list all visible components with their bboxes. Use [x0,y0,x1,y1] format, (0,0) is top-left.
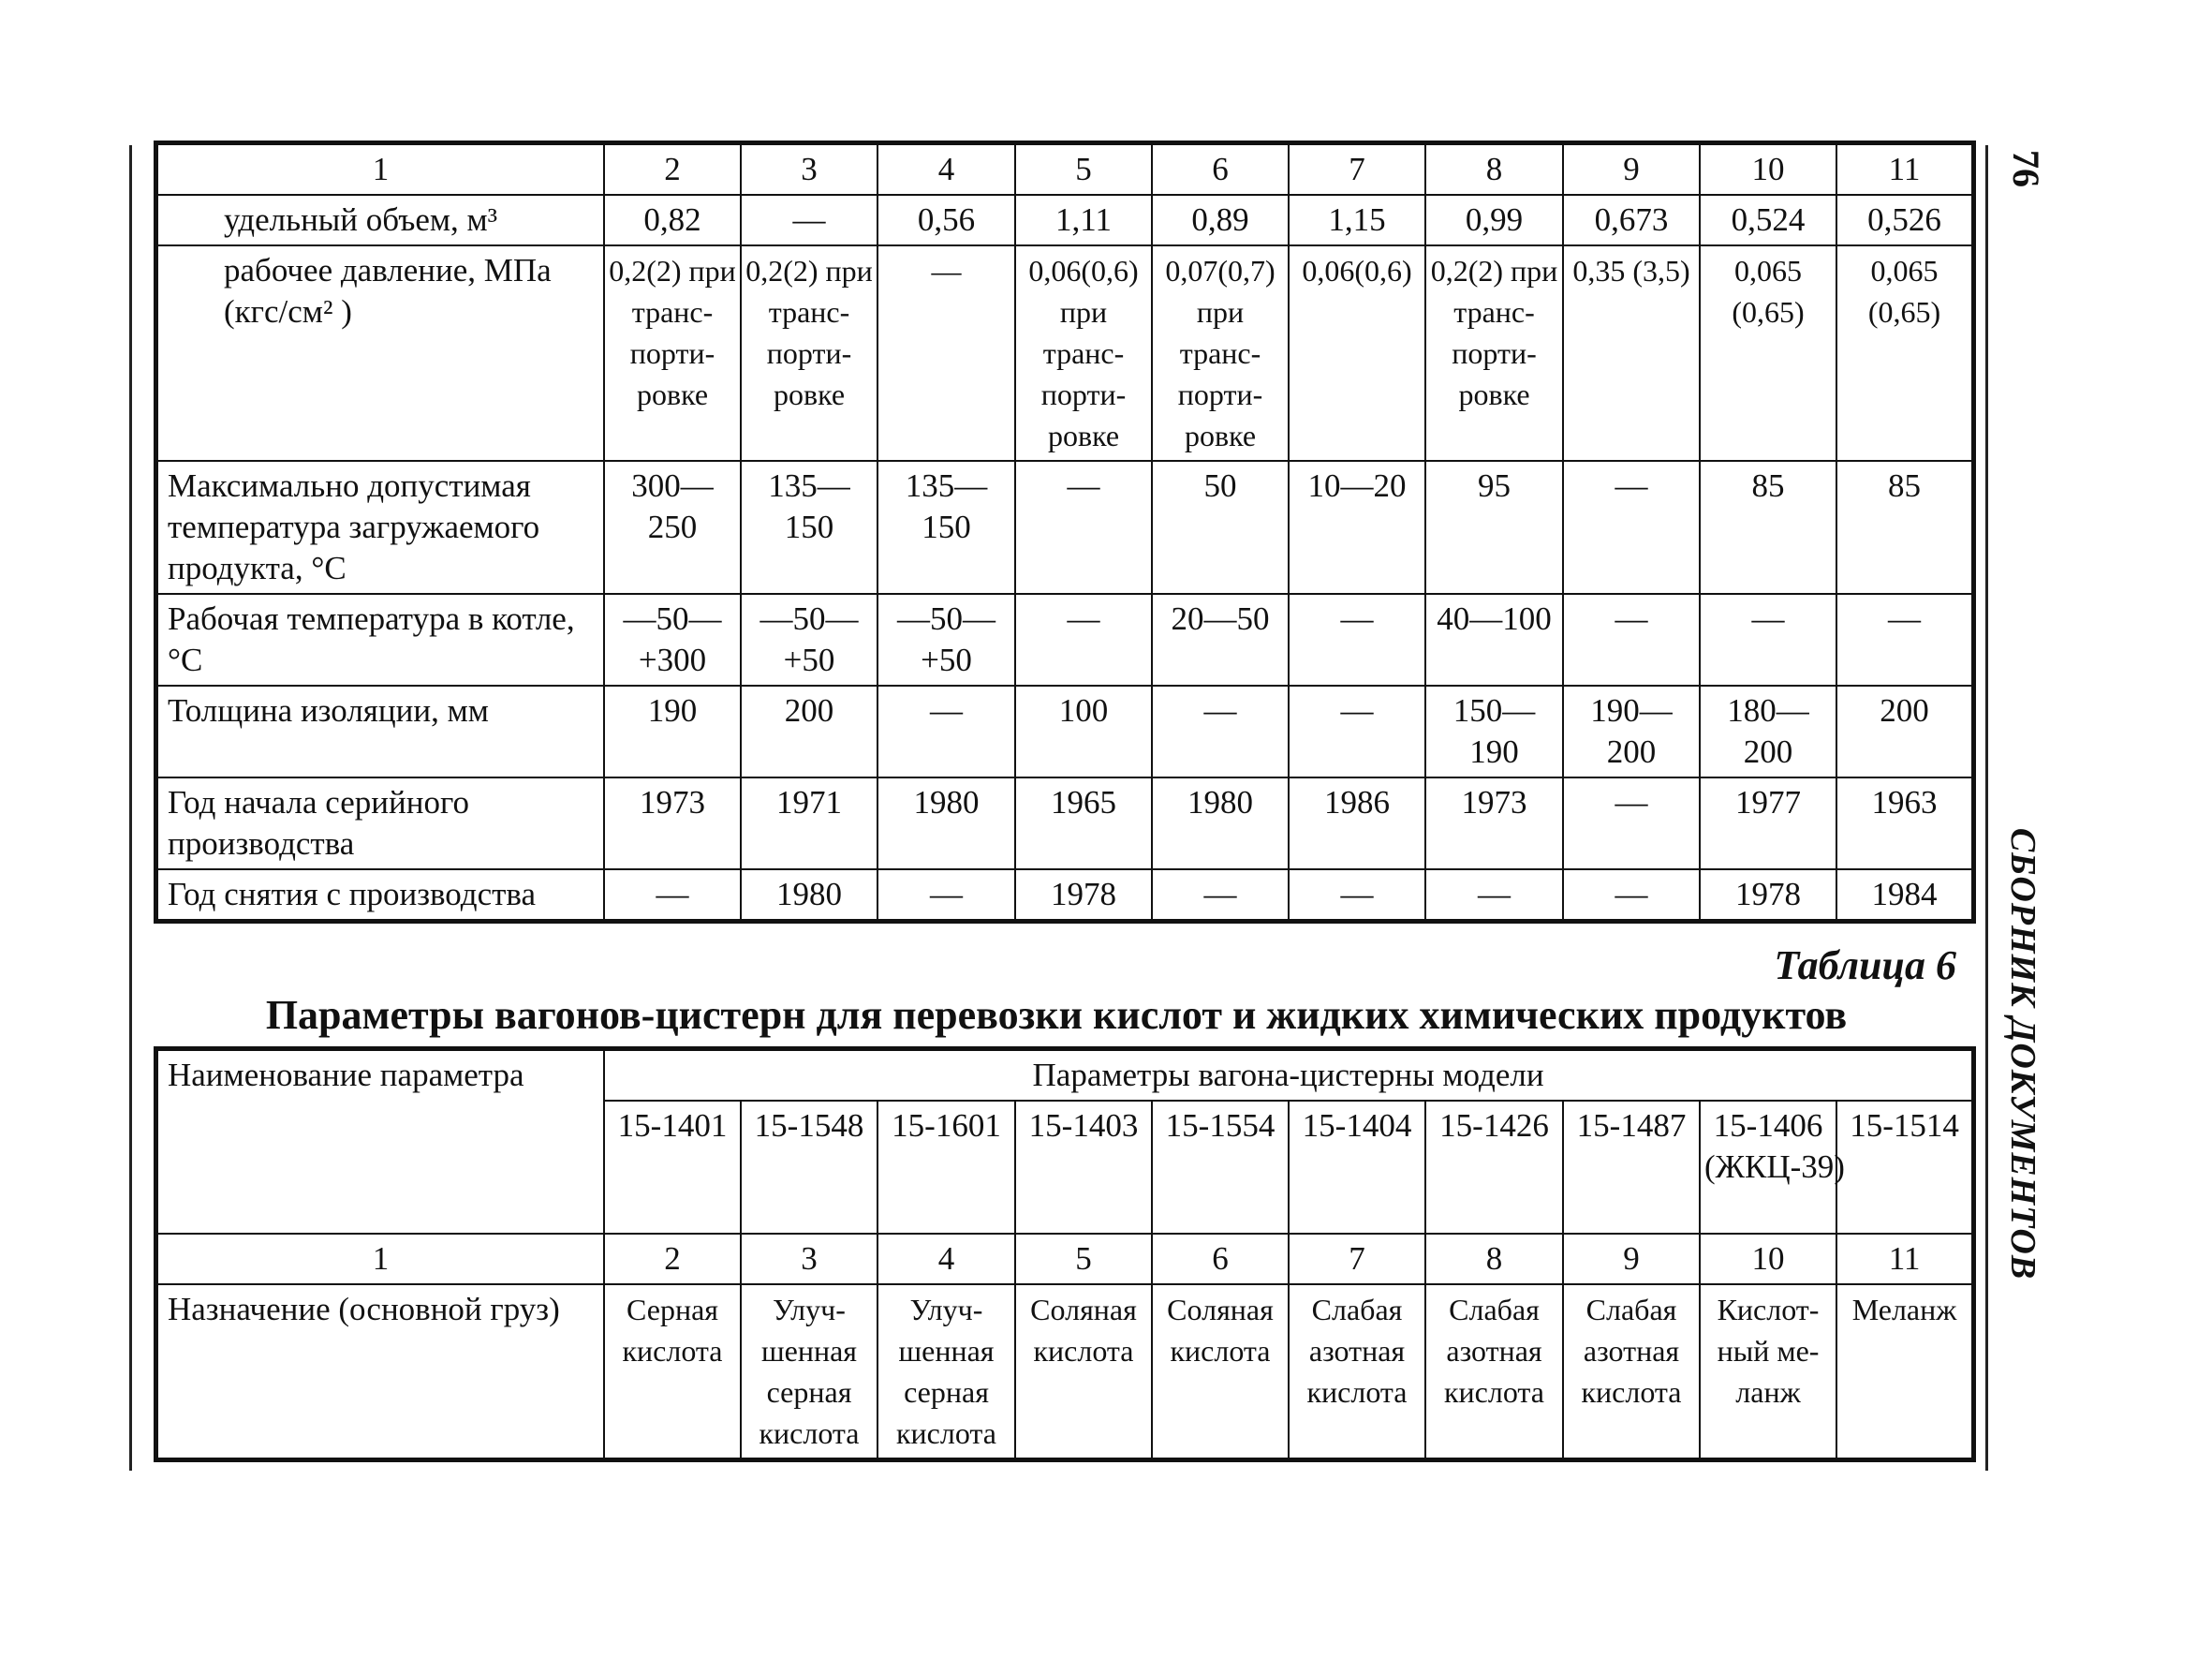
column-number-cell: 6 [1152,1234,1289,1284]
table-cell: — [1015,461,1152,594]
table-cell: 1984 [1836,869,1972,920]
model-header-cell: 15-1403 [1015,1101,1152,1234]
table-cell: Слабая азотная кислота [1289,1284,1425,1458]
journal-title: СБОРНИК ДОКУМЕНТОВ [2003,827,2042,1281]
table-cell: 1980 [877,777,1015,869]
table-cell: 0,065 (0,65) [1700,245,1836,461]
table-cell: — [1836,594,1972,686]
table-cell: —50—+50 [741,594,877,686]
table-cell: Соляная кислота [1015,1284,1152,1458]
table-cell: 0,35 (3,5) [1563,245,1700,461]
column-number-cell: 8 [1425,1234,1563,1284]
table-cell: — [1015,594,1152,686]
table-cell: — [1700,594,1836,686]
table-cell: 190—200 [1563,686,1700,777]
column-number-cell: 2 [604,1234,741,1284]
column-number-cell: 10 [1700,1234,1836,1284]
table-row [157,245,1972,461]
column-number-cell: 1 [157,144,604,195]
column-number-cell: 7 [1289,144,1425,195]
table-caption: Таблица 6 [1774,942,1956,988]
table-cell: Слабая азотная кислота [1563,1284,1700,1458]
column-number-cell: 3 [741,144,877,195]
table-cell: 1973 [1425,777,1563,869]
model-header-cell: 15-1514 [1836,1101,1972,1234]
table-cell: —50—+50 [877,594,1015,686]
table-cell: — [1563,777,1700,869]
table-cell: 0,07(0,7) при транс-порти-ровке [1152,245,1289,461]
table-cell: 100 [1015,686,1152,777]
column-number-cell: 6 [1152,144,1289,195]
table-cell: 1977 [1700,777,1836,869]
table-cell: 135—150 [741,461,877,594]
table-cell: 200 [1836,686,1972,777]
table-row [157,777,1972,869]
column-number-cell: 10 [1700,144,1836,195]
table-cell: 0,526 [1836,195,1972,245]
table-cell: —50—+300 [604,594,741,686]
table-cell: 1980 [741,869,877,920]
table-cell: — [1425,869,1563,920]
table-cell: 1,11 [1015,195,1152,245]
table-cell: 0,673 [1563,195,1700,245]
table-row [157,195,1972,245]
table-row [157,594,1972,686]
table-cell: Слабая азотная кислота [1425,1284,1563,1458]
column-number-cell: 9 [1563,144,1700,195]
table-cell: Улуч-шенная серная кислота [741,1284,877,1458]
table-cell: 1978 [1015,869,1152,920]
table6-header-row-1 [157,1050,1972,1101]
table-cell: 20—50 [1152,594,1289,686]
row-label: Назначение (основной груз) [157,1284,604,1458]
table-cell: 200 [741,686,877,777]
table-cell: Улуч-шенная серная кислота [877,1284,1015,1458]
param-name-header: Наименование параметра [157,1050,604,1234]
column-number-cell: 4 [877,144,1015,195]
table-cell: 1965 [1015,777,1152,869]
row-label: рабочее давление, МПа (кгс/см² ) [157,245,604,461]
right-margin-rule [1985,145,1988,1471]
table-cell: Серная кислота [604,1284,741,1458]
column-number-cell: 5 [1015,1234,1152,1284]
row-label: Год снятия с производства [157,869,604,920]
table-cell: 1980 [1152,777,1289,869]
model-header-cell: 15-1426 [1425,1101,1563,1234]
table-cell: 1971 [741,777,877,869]
row-label: Максимально допустимая температура загружаемого продукта, °С [157,461,604,594]
table-title: Параметры вагонов-цистерн для перевозки кислот и жидких химических продуктов [265,992,1848,1038]
table-cell: — [604,869,741,920]
table-cell: — [1289,686,1425,777]
table-cell: 0,06(0,6) при транс-порти-ровке [1015,245,1152,461]
model-header-cell: 15-1548 [741,1101,877,1234]
model-header-cell: 15-1401 [604,1101,741,1234]
table-cell: 50 [1152,461,1289,594]
table-cell: — [1289,869,1425,920]
row-label: Год начала серийного производства [157,777,604,869]
table-cell: 0,82 [604,195,741,245]
table-cell: Соляная кислота [1152,1284,1289,1458]
column-number-cell: 7 [1289,1234,1425,1284]
column-number-cell: 4 [877,1234,1015,1284]
table-cell: 1,15 [1289,195,1425,245]
table-cell: 0,06(0,6) [1289,245,1425,461]
table-cell: 10—20 [1289,461,1425,594]
row-label: Рабочая температура в котле, °С [157,594,604,686]
table-cell: 40—100 [1425,594,1563,686]
left-margin-rule [129,145,132,1471]
model-header-cell: 15-1601 [877,1101,1015,1234]
column-number-cell: 3 [741,1234,877,1284]
table-cell: 1986 [1289,777,1425,869]
model-header-cell: 15-1406 (ЖКЦ-39) [1700,1101,1836,1234]
table-cell: 95 [1425,461,1563,594]
table-cell: — [1152,686,1289,777]
column-number-cell: 1 [157,1234,604,1284]
table-cell: 190 [604,686,741,777]
table-row [157,461,1972,594]
table-cell: 0,2(2) при транс-порти-ровке [741,245,877,461]
model-header-cell: 15-1487 [1563,1101,1700,1234]
table-cell: 180—200 [1700,686,1836,777]
table-cell: — [1563,869,1700,920]
table-cell: 150—190 [1425,686,1563,777]
column-number-cell: 11 [1836,144,1972,195]
table-cell: 0,524 [1700,195,1836,245]
parameters-table-continued [156,143,1973,921]
table-cell: — [1563,594,1700,686]
table-cell: 0,2(2) при транс-порти-ровке [604,245,741,461]
table-cell: Кислот-ный ме-ланж [1700,1284,1836,1458]
page-number: 76 [2005,150,2047,187]
models-header: Параметры вагона-цистерны модели [604,1050,1972,1101]
table6-numbers-row [157,1234,1972,1284]
row-label: Толщина изоляции, мм [157,686,604,777]
column-number-cell: 8 [1425,144,1563,195]
table-row [157,686,1972,777]
header-row [157,144,1972,195]
table-cell: 0,99 [1425,195,1563,245]
table-cell: 0,2(2) при транс-порти-ровке [1425,245,1563,461]
table-cell: — [741,195,877,245]
table-cell: 0,89 [1152,195,1289,245]
table-row [157,869,1972,920]
table-cell: 1973 [604,777,741,869]
column-number-cell: 11 [1836,1234,1972,1284]
table-cell: 1963 [1836,777,1972,869]
table-cell: — [1152,869,1289,920]
table-cell: Меланж [1836,1284,1972,1458]
column-number-cell: 5 [1015,144,1152,195]
running-header [1992,141,2048,1471]
model-header-cell: 15-1404 [1289,1101,1425,1234]
table-6 [156,1049,1973,1459]
table-cell: 0,065 (0,65) [1836,245,1972,461]
table-cell: 0,56 [877,195,1015,245]
table-cell: 85 [1700,461,1836,594]
table-cell: 85 [1836,461,1972,594]
table-cell: — [877,245,1015,461]
table-cell: 300—250 [604,461,741,594]
table6-purpose-row [157,1284,1972,1458]
table-cell: — [1563,461,1700,594]
row-label: удельный объем, м³ [157,195,604,245]
table-cell: — [1289,594,1425,686]
table-cell: — [877,686,1015,777]
column-number-cell: 9 [1563,1234,1700,1284]
model-header-cell: 15-1554 [1152,1101,1289,1234]
table-cell: — [877,869,1015,920]
column-number-cell: 2 [604,144,741,195]
table-cell: 1978 [1700,869,1836,920]
table-cell: 135—150 [877,461,1015,594]
